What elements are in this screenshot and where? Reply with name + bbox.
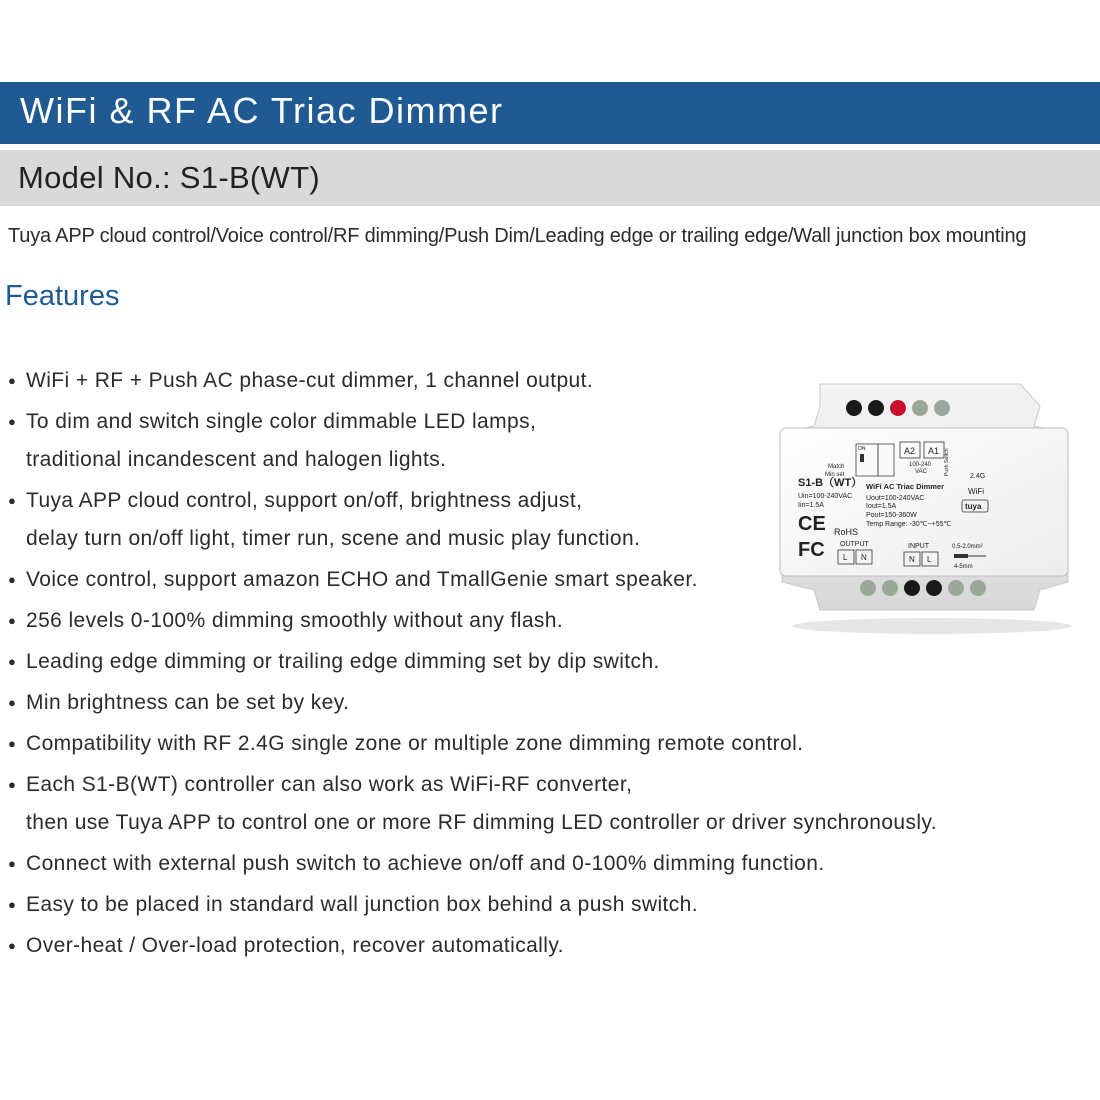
output-l-label: L [843, 553, 848, 562]
bullet-icon: ● [8, 572, 17, 587]
feature-item [8, 766, 968, 842]
feature-text: 256 levels 0-100% dimming smoothly without any flash. [26, 609, 564, 632]
bullet-icon: ● [8, 373, 17, 388]
feature-text: Over-heat / Over-load protection, recover automatically. [26, 934, 564, 957]
input-label: INPUT [908, 543, 929, 550]
temp-spec: Temp Range: -30℃~+55℃ [866, 521, 952, 528]
iin-spec: Iin=1.5A [798, 502, 824, 509]
bullet-icon: ● [8, 654, 17, 669]
ce-mark: CE [798, 513, 826, 535]
feature-item [8, 845, 968, 883]
bullet-icon: ● [8, 414, 17, 429]
feature-text: Min brightness can be set by key. [26, 691, 350, 714]
product-image [772, 378, 1090, 636]
a2-label: A2 [904, 446, 916, 456]
red-terminal [890, 400, 906, 416]
dip-switch [860, 454, 864, 462]
title-bar [0, 82, 1100, 144]
features-heading: Features [5, 280, 120, 312]
fc-mark: FC [798, 539, 825, 561]
bullet-icon: ● [8, 856, 17, 871]
feature-text: Tuya APP cloud control, support on/off, brightness adjust, [26, 489, 583, 512]
feature-text: delay turn on/off light, timer run, scene and music play function. [26, 527, 641, 550]
bullet-icon: ● [8, 613, 17, 628]
pout-spec: Pout=150-360W [866, 512, 917, 519]
rf-band-label: 2.4G [970, 473, 986, 480]
wire-gauge-label: 0.5-2.0mm² [952, 544, 983, 550]
strip-length-label: 4-5mm [954, 564, 973, 570]
wifi-label: WiFi [968, 487, 984, 496]
feature-text: Each S1-B(WT) controller can also work as WiFi-RF converter, [26, 773, 633, 796]
feature-item [8, 643, 968, 681]
page-title: WiFi & RF AC Triac Dimmer [20, 90, 504, 131]
feature-text: then use Tuya APP to control one or more RF dimming LED controller or driver synchronously. [26, 811, 938, 834]
device-shadow [792, 618, 1072, 634]
feature-text: To dim and switch single color dimmable LED lamps, [26, 410, 537, 433]
input-n-label: N [909, 555, 915, 564]
bullet-icon: ● [8, 493, 17, 508]
push-switch-label: Push Switch [944, 448, 950, 476]
bullet-icon: ● [8, 938, 17, 953]
device-name: WiFi AC Triac Dimmer [866, 482, 945, 491]
tagline: Tuya APP cloud control/Voice control/RF dimming/Push Dim/Leading edge or trailing edge/Wall junction box mounting [8, 225, 1027, 247]
dimmer-device-illustration [772, 378, 1090, 636]
min-set-label: Min set [825, 472, 845, 478]
vac-range-label: 100-240 [909, 462, 932, 468]
dip-on-label: ON [858, 446, 866, 452]
model-bar [0, 150, 1100, 206]
feature-text: traditional incandescent and halogen lights. [26, 448, 447, 471]
feature-text: Leading edge dimming or trailing edge dimming set by dip switch. [26, 650, 660, 673]
feature-text: Easy to be placed in standard wall junction box behind a push switch. [26, 893, 698, 916]
a1-label: A1 [928, 446, 940, 456]
bullet-icon: ● [8, 897, 17, 912]
match-label: Match [828, 464, 845, 470]
tuya-label: tuya [965, 502, 982, 511]
feature-text: WiFi + RF + Push AC phase-cut dimmer, 1 channel output. [26, 369, 594, 392]
iout-spec: Iout=1.5A [866, 503, 897, 510]
wire-strip-icon [954, 554, 968, 558]
feature-item [8, 725, 968, 763]
model-number: Model No.: S1-B(WT) [18, 160, 320, 195]
rohs-mark: RoHS [834, 527, 859, 537]
uout-spec: Uout=100-240VAC [866, 495, 925, 502]
feature-text: Voice control, support amazon ECHO and TmallGenie smart speaker. [26, 568, 698, 591]
bullet-icon: ● [8, 777, 17, 792]
feature-text: Connect with external push switch to achieve on/off and 0-100% dimming function. [26, 852, 825, 875]
output-label: OUTPUT [840, 541, 869, 548]
input-l-label: L [927, 555, 932, 564]
feature-item [8, 927, 968, 965]
output-n-label: N [861, 553, 867, 562]
feature-item [8, 886, 968, 924]
device-model: S1-B（WT） [798, 477, 863, 489]
bullet-icon: ● [8, 695, 17, 710]
uin-spec: Uin=100-240VAC [798, 493, 853, 500]
vac-label: VAC [915, 469, 927, 475]
bullet-icon: ● [8, 736, 17, 751]
feature-text: Compatibility with RF 2.4G single zone or multiple zone dimming remote control. [26, 732, 804, 755]
feature-item [8, 684, 968, 722]
